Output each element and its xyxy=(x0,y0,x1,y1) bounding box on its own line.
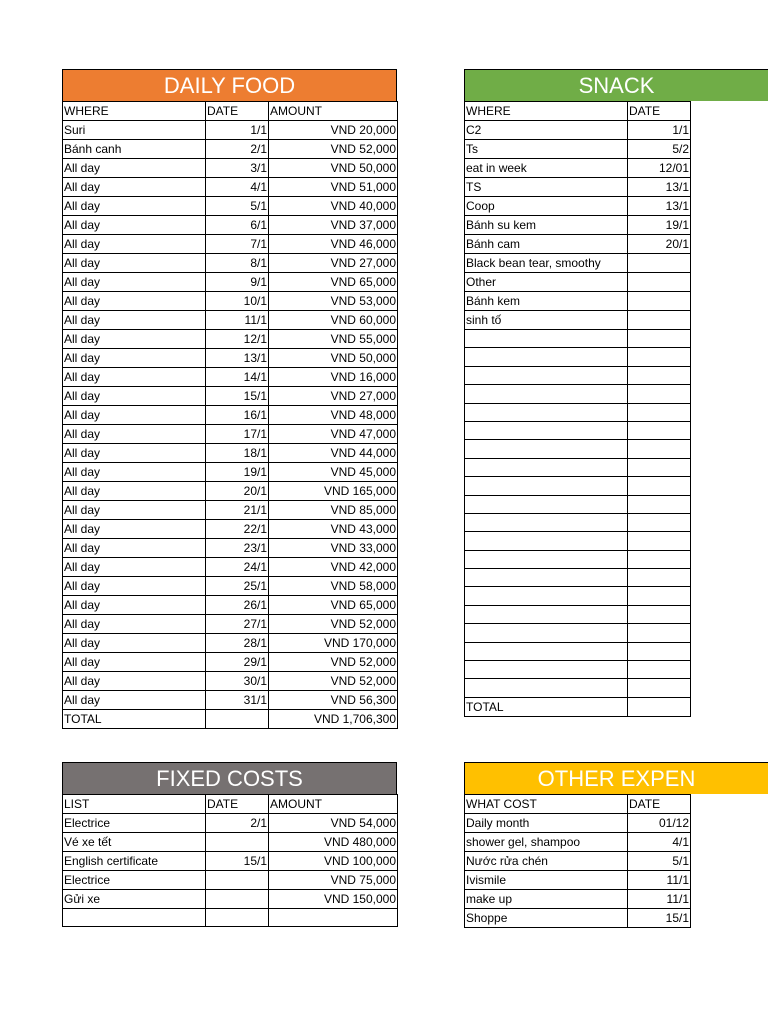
table-cell[interactable]: Suri xyxy=(63,121,206,140)
table-cell[interactable] xyxy=(465,440,628,458)
table-cell[interactable]: 11/1 xyxy=(206,311,269,330)
table-cell[interactable]: 21/1 xyxy=(206,501,269,520)
table-cell[interactable] xyxy=(628,495,691,513)
table-cell[interactable]: 2/1 xyxy=(206,814,269,833)
table-cell[interactable] xyxy=(465,624,628,642)
table-cell[interactable]: 13/1 xyxy=(206,349,269,368)
table-cell[interactable]: 11/1 xyxy=(628,890,691,909)
table-row xyxy=(465,833,691,852)
table-cell[interactable]: Electrice xyxy=(63,814,206,833)
table-cell[interactable]: Ivismile xyxy=(465,871,628,890)
fixed-costs-title: FIXED COSTS xyxy=(62,762,397,794)
table-cell[interactable]: 5/1 xyxy=(206,197,269,216)
table-cell[interactable]: All day xyxy=(63,273,206,292)
table-row xyxy=(63,292,398,311)
table-cell[interactable]: All day xyxy=(63,330,206,349)
table-cell[interactable]: VND 33,000 xyxy=(269,539,398,558)
table-cell[interactable]: Nước rửa chén xyxy=(465,852,628,871)
table-cell[interactable]: Gửi xe xyxy=(63,890,206,909)
table-cell[interactable]: VND 46,000 xyxy=(269,235,398,254)
table-cell[interactable]: 20/1 xyxy=(628,235,691,254)
table-row xyxy=(465,366,691,384)
table-cell[interactable] xyxy=(465,330,628,348)
table-row xyxy=(63,140,398,159)
table-cell[interactable] xyxy=(628,385,691,403)
column-header[interactable]: AMOUNT xyxy=(269,795,398,814)
table-cell[interactable]: 19/1 xyxy=(628,216,691,235)
table-row xyxy=(63,691,398,710)
column-header[interactable]: DATE xyxy=(206,795,269,814)
table-cell[interactable]: VND 65,000 xyxy=(269,596,398,615)
header-row xyxy=(465,795,691,814)
table-cell[interactable]: All day xyxy=(63,178,206,197)
table-row xyxy=(63,311,398,330)
table-cell[interactable]: VND 40,000 xyxy=(269,197,398,216)
table-cell[interactable]: 29/1 xyxy=(206,653,269,672)
table-row xyxy=(63,197,398,216)
table-cell[interactable]: 28/1 xyxy=(206,634,269,653)
table-cell[interactable]: VND 48,000 xyxy=(269,406,398,425)
table-row xyxy=(465,140,691,159)
table-cell[interactable]: 12/1 xyxy=(206,330,269,349)
table-row xyxy=(465,458,691,476)
table-row xyxy=(465,216,691,235)
table-cell[interactable]: VND 52,000 xyxy=(269,615,398,634)
table-cell[interactable] xyxy=(465,458,628,476)
table-cell[interactable]: All day xyxy=(63,406,206,425)
table-row xyxy=(465,348,691,366)
table-cell[interactable]: Shoppe xyxy=(465,909,628,928)
table-cell[interactable]: 8/1 xyxy=(206,254,269,273)
column-header[interactable]: DATE xyxy=(206,102,269,121)
table-cell[interactable] xyxy=(465,403,628,421)
table-cell[interactable]: VND 37,000 xyxy=(269,216,398,235)
column-header[interactable]: LIST xyxy=(63,795,206,814)
other-expenses-table xyxy=(464,794,691,928)
table-cell[interactable]: VND 85,000 xyxy=(269,501,398,520)
table-row xyxy=(465,532,691,550)
table-cell[interactable]: VND 50,000 xyxy=(269,349,398,368)
table-cell[interactable] xyxy=(628,292,691,311)
column-header[interactable]: WHERE xyxy=(465,102,628,121)
table-cell[interactable]: All day xyxy=(63,501,206,520)
table-cell[interactable]: All day xyxy=(63,463,206,482)
table-cell[interactable]: 26/1 xyxy=(206,596,269,615)
table-cell[interactable] xyxy=(206,871,269,890)
table-row xyxy=(465,197,691,216)
table-cell[interactable] xyxy=(628,532,691,550)
table-row xyxy=(465,440,691,458)
table-cell[interactable]: All day xyxy=(63,615,206,634)
table-cell[interactable]: All day xyxy=(63,482,206,501)
table-cell[interactable] xyxy=(465,348,628,366)
table-cell[interactable]: 27/1 xyxy=(206,615,269,634)
table-cell[interactable]: All day xyxy=(63,425,206,444)
table-cell[interactable]: VND 27,000 xyxy=(269,254,398,273)
table-cell[interactable] xyxy=(628,661,691,679)
table-row xyxy=(465,330,691,348)
table-cell[interactable] xyxy=(628,587,691,605)
table-cell[interactable]: 13/1 xyxy=(628,197,691,216)
table-row xyxy=(63,387,398,406)
header-row xyxy=(465,102,691,121)
table-cell[interactable] xyxy=(628,421,691,439)
table-row xyxy=(465,477,691,495)
table-cell[interactable] xyxy=(465,569,628,587)
daily-food-table xyxy=(62,101,398,729)
table-cell[interactable]: C2 xyxy=(465,121,628,140)
table-cell[interactable]: 15/1 xyxy=(206,387,269,406)
fixed-costs-table xyxy=(62,794,398,927)
table-row xyxy=(63,890,398,909)
table-cell[interactable]: 23/1 xyxy=(206,539,269,558)
table-row xyxy=(465,385,691,403)
table-cell[interactable]: 25/1 xyxy=(206,577,269,596)
table-cell[interactable]: VND 60,000 xyxy=(269,311,398,330)
table-cell[interactable] xyxy=(269,909,398,927)
snack-title: SNACK xyxy=(464,69,768,101)
table-cell[interactable]: All day xyxy=(63,691,206,710)
table-cell[interactable]: 17/1 xyxy=(206,425,269,444)
table-cell[interactable] xyxy=(628,366,691,384)
column-header[interactable]: AMOUNT xyxy=(269,102,398,121)
table-cell[interactable]: 10/1 xyxy=(206,292,269,311)
table-cell[interactable] xyxy=(628,440,691,458)
table-row xyxy=(465,624,691,642)
table-row xyxy=(63,273,398,292)
snack-section xyxy=(464,69,768,717)
table-cell[interactable] xyxy=(465,513,628,531)
table-cell[interactable] xyxy=(465,421,628,439)
table-cell[interactable]: All day xyxy=(63,539,206,558)
table-row xyxy=(63,330,398,349)
table-cell[interactable] xyxy=(628,403,691,421)
table-row xyxy=(465,292,691,311)
snack-table xyxy=(464,101,691,717)
table-cell[interactable]: VND 52,000 xyxy=(269,140,398,159)
table-row xyxy=(63,159,398,178)
table-cell[interactable]: VND 54,000 xyxy=(269,814,398,833)
other-expenses-title: OTHER EXPEN xyxy=(464,762,768,794)
total-amount[interactable]: VND 1,706,300 xyxy=(269,710,398,729)
table-cell[interactable]: sinh tố xyxy=(465,311,628,330)
table-cell[interactable]: Coop xyxy=(465,197,628,216)
table-row xyxy=(465,814,691,833)
table-cell[interactable]: VND 55,000 xyxy=(269,330,398,349)
table-cell[interactable]: 4/1 xyxy=(206,178,269,197)
table-cell[interactable]: All day xyxy=(63,387,206,406)
table-row xyxy=(63,909,398,927)
table-cell[interactable]: 2/1 xyxy=(206,140,269,159)
table-row xyxy=(465,403,691,421)
total-date-cell[interactable] xyxy=(206,710,269,729)
column-header[interactable]: WHAT COST xyxy=(465,795,628,814)
table-row xyxy=(465,871,691,890)
table-cell[interactable]: Bánh cam xyxy=(465,235,628,254)
table-row xyxy=(63,178,398,197)
table-cell[interactable] xyxy=(465,605,628,623)
table-cell[interactable]: All day xyxy=(63,444,206,463)
table-cell[interactable] xyxy=(628,254,691,273)
other-expenses-section xyxy=(464,762,768,928)
table-cell[interactable] xyxy=(628,330,691,348)
table-row xyxy=(465,661,691,679)
table-row xyxy=(63,833,398,852)
daily-food-section xyxy=(62,69,398,729)
table-cell[interactable]: Bánh canh xyxy=(63,140,206,159)
header-row xyxy=(63,102,398,121)
column-header[interactable]: WHERE xyxy=(63,102,206,121)
table-cell[interactable] xyxy=(628,477,691,495)
table-cell[interactable]: Vé xe tết xyxy=(63,833,206,852)
daily-food-title: DAILY FOOD xyxy=(62,69,397,101)
header-row xyxy=(63,795,398,814)
table-cell[interactable]: Bánh kem xyxy=(465,292,628,311)
table-cell[interactable]: VND 52,000 xyxy=(269,653,398,672)
table-row xyxy=(465,642,691,660)
table-cell[interactable]: Bánh su kem xyxy=(465,216,628,235)
table-cell[interactable]: VND 42,000 xyxy=(269,558,398,577)
table-row xyxy=(63,814,398,833)
table-cell[interactable] xyxy=(465,587,628,605)
table-row xyxy=(465,273,691,292)
table-cell[interactable] xyxy=(465,477,628,495)
table-cell[interactable]: Ts xyxy=(465,140,628,159)
table-cell[interactable] xyxy=(628,679,691,697)
table-cell[interactable]: VND 52,000 xyxy=(269,672,398,691)
total-row xyxy=(63,710,398,729)
table-cell[interactable]: VND 45,000 xyxy=(269,463,398,482)
table-cell[interactable]: 14/1 xyxy=(206,368,269,387)
table-cell[interactable]: VND 75,000 xyxy=(269,871,398,890)
table-row xyxy=(63,596,398,615)
table-cell[interactable]: VND 44,000 xyxy=(269,444,398,463)
table-cell[interactable]: VND 53,000 xyxy=(269,292,398,311)
table-cell[interactable]: VND 165,000 xyxy=(269,482,398,501)
column-header[interactable]: DATE xyxy=(628,795,691,814)
table-cell[interactable]: All day xyxy=(63,558,206,577)
table-row xyxy=(465,852,691,871)
table-row xyxy=(63,254,398,273)
table-cell[interactable]: Other xyxy=(465,273,628,292)
table-row xyxy=(465,890,691,909)
table-cell[interactable]: 9/1 xyxy=(206,273,269,292)
table-cell[interactable]: eat in week xyxy=(465,159,628,178)
table-cell[interactable]: TS xyxy=(465,178,628,197)
table-cell[interactable]: 30/1 xyxy=(206,672,269,691)
table-row xyxy=(465,679,691,697)
table-cell[interactable]: VND 170,000 xyxy=(269,634,398,653)
table-row xyxy=(63,463,398,482)
table-row xyxy=(63,425,398,444)
table-cell[interactable]: 31/1 xyxy=(206,691,269,710)
table-cell[interactable]: All day xyxy=(63,197,206,216)
table-cell[interactable] xyxy=(628,311,691,330)
table-row xyxy=(63,368,398,387)
table-row xyxy=(63,235,398,254)
table-cell[interactable]: VND 47,000 xyxy=(269,425,398,444)
table-cell[interactable]: 1/1 xyxy=(628,121,691,140)
table-cell[interactable] xyxy=(465,385,628,403)
table-cell[interactable] xyxy=(628,513,691,531)
table-cell[interactable] xyxy=(465,679,628,697)
table-row xyxy=(465,159,691,178)
table-row xyxy=(63,653,398,672)
table-cell[interactable]: VND 480,000 xyxy=(269,833,398,852)
table-row xyxy=(63,444,398,463)
table-row xyxy=(465,569,691,587)
table-cell[interactable]: All day xyxy=(63,159,206,178)
table-cell[interactable]: All day xyxy=(63,216,206,235)
table-row xyxy=(465,121,691,140)
table-cell[interactable] xyxy=(628,569,691,587)
table-cell[interactable]: 16/1 xyxy=(206,406,269,425)
table-cell[interactable]: VND 27,000 xyxy=(269,387,398,406)
table-row xyxy=(63,558,398,577)
table-cell[interactable] xyxy=(465,661,628,679)
table-cell[interactable]: 18/1 xyxy=(206,444,269,463)
table-cell[interactable]: 4/1 xyxy=(628,833,691,852)
table-cell[interactable]: 20/1 xyxy=(206,482,269,501)
table-cell[interactable]: VND 100,000 xyxy=(269,852,398,871)
table-cell[interactable]: All day xyxy=(63,520,206,539)
table-cell[interactable]: VND 16,000 xyxy=(269,368,398,387)
table-row xyxy=(465,178,691,197)
table-cell[interactable] xyxy=(628,605,691,623)
column-header[interactable]: DATE xyxy=(628,102,691,121)
table-row xyxy=(465,587,691,605)
total-label[interactable]: TOTAL xyxy=(63,710,206,729)
table-cell[interactable]: VND 150,000 xyxy=(269,890,398,909)
table-row xyxy=(63,482,398,501)
total-label[interactable]: TOTAL xyxy=(465,697,628,716)
table-row xyxy=(63,501,398,520)
table-cell[interactable]: 11/1 xyxy=(628,871,691,890)
table-cell[interactable]: All day xyxy=(63,368,206,387)
table-cell[interactable] xyxy=(628,550,691,568)
table-cell[interactable] xyxy=(628,642,691,660)
table-row xyxy=(465,495,691,513)
table-cell[interactable] xyxy=(465,532,628,550)
table-cell[interactable] xyxy=(628,348,691,366)
table-row xyxy=(63,520,398,539)
total-row xyxy=(465,697,691,716)
table-row xyxy=(465,909,691,928)
table-cell[interactable] xyxy=(628,273,691,292)
table-cell[interactable]: 3/1 xyxy=(206,159,269,178)
table-cell[interactable] xyxy=(206,890,269,909)
table-cell[interactable]: Electrice xyxy=(63,871,206,890)
table-row xyxy=(63,349,398,368)
table-cell[interactable] xyxy=(465,550,628,568)
table-cell[interactable]: 24/1 xyxy=(206,558,269,577)
table-cell[interactable] xyxy=(465,495,628,513)
table-cell[interactable]: make up xyxy=(465,890,628,909)
total-date-cell[interactable] xyxy=(628,697,691,716)
fixed-costs-section xyxy=(62,762,398,927)
table-row xyxy=(465,421,691,439)
table-cell[interactable]: All day xyxy=(63,653,206,672)
table-row xyxy=(63,871,398,890)
table-row xyxy=(63,406,398,425)
table-cell[interactable] xyxy=(465,366,628,384)
table-cell[interactable] xyxy=(206,833,269,852)
table-cell[interactable]: VND 20,000 xyxy=(269,121,398,140)
table-cell[interactable]: Black bean tear, smoothy xyxy=(465,254,628,273)
table-cell[interactable]: VND 50,000 xyxy=(269,159,398,178)
table-row xyxy=(465,254,691,273)
table-row xyxy=(63,577,398,596)
table-cell[interactable]: 01/12 xyxy=(628,814,691,833)
table-cell[interactable]: VND 65,000 xyxy=(269,273,398,292)
table-row xyxy=(63,852,398,871)
table-cell[interactable]: 13/1 xyxy=(628,178,691,197)
table-cell[interactable]: All day xyxy=(63,596,206,615)
table-row xyxy=(465,605,691,623)
table-cell[interactable]: 6/1 xyxy=(206,216,269,235)
table-cell[interactable]: VND 56,300 xyxy=(269,691,398,710)
table-cell[interactable]: 7/1 xyxy=(206,235,269,254)
table-cell[interactable]: Daily month xyxy=(465,814,628,833)
table-cell[interactable] xyxy=(628,458,691,476)
table-cell[interactable] xyxy=(206,909,269,927)
table-cell[interactable]: All day xyxy=(63,634,206,653)
table-cell[interactable]: 12/01 xyxy=(628,159,691,178)
table-row xyxy=(63,634,398,653)
table-row xyxy=(63,121,398,140)
table-cell[interactable]: VND 58,000 xyxy=(269,577,398,596)
table-cell[interactable]: All day xyxy=(63,672,206,691)
table-cell[interactable] xyxy=(628,624,691,642)
table-row xyxy=(63,539,398,558)
table-row xyxy=(465,311,691,330)
table-cell[interactable]: VND 51,000 xyxy=(269,178,398,197)
table-row xyxy=(63,216,398,235)
table-cell[interactable]: 5/1 xyxy=(628,852,691,871)
table-cell[interactable]: 19/1 xyxy=(206,463,269,482)
table-cell[interactable] xyxy=(63,909,206,927)
table-row xyxy=(465,235,691,254)
table-cell[interactable] xyxy=(465,642,628,660)
table-cell[interactable]: All day xyxy=(63,311,206,330)
table-cell[interactable]: All day xyxy=(63,254,206,273)
table-cell[interactable]: English certificate xyxy=(63,852,206,871)
table-cell[interactable]: All day xyxy=(63,292,206,311)
table-row xyxy=(63,672,398,691)
table-row xyxy=(465,550,691,568)
table-cell[interactable]: All day xyxy=(63,235,206,254)
table-cell[interactable]: All day xyxy=(63,577,206,596)
table-cell[interactable]: 5/2 xyxy=(628,140,691,159)
table-cell[interactable]: 15/1 xyxy=(206,852,269,871)
table-cell[interactable]: All day xyxy=(63,349,206,368)
table-cell[interactable]: 1/1 xyxy=(206,121,269,140)
table-cell[interactable]: VND 43,000 xyxy=(269,520,398,539)
table-row xyxy=(465,513,691,531)
table-cell[interactable]: 22/1 xyxy=(206,520,269,539)
table-cell[interactable]: shower gel, shampoo xyxy=(465,833,628,852)
table-row xyxy=(63,615,398,634)
table-cell[interactable]: 15/1 xyxy=(628,909,691,928)
